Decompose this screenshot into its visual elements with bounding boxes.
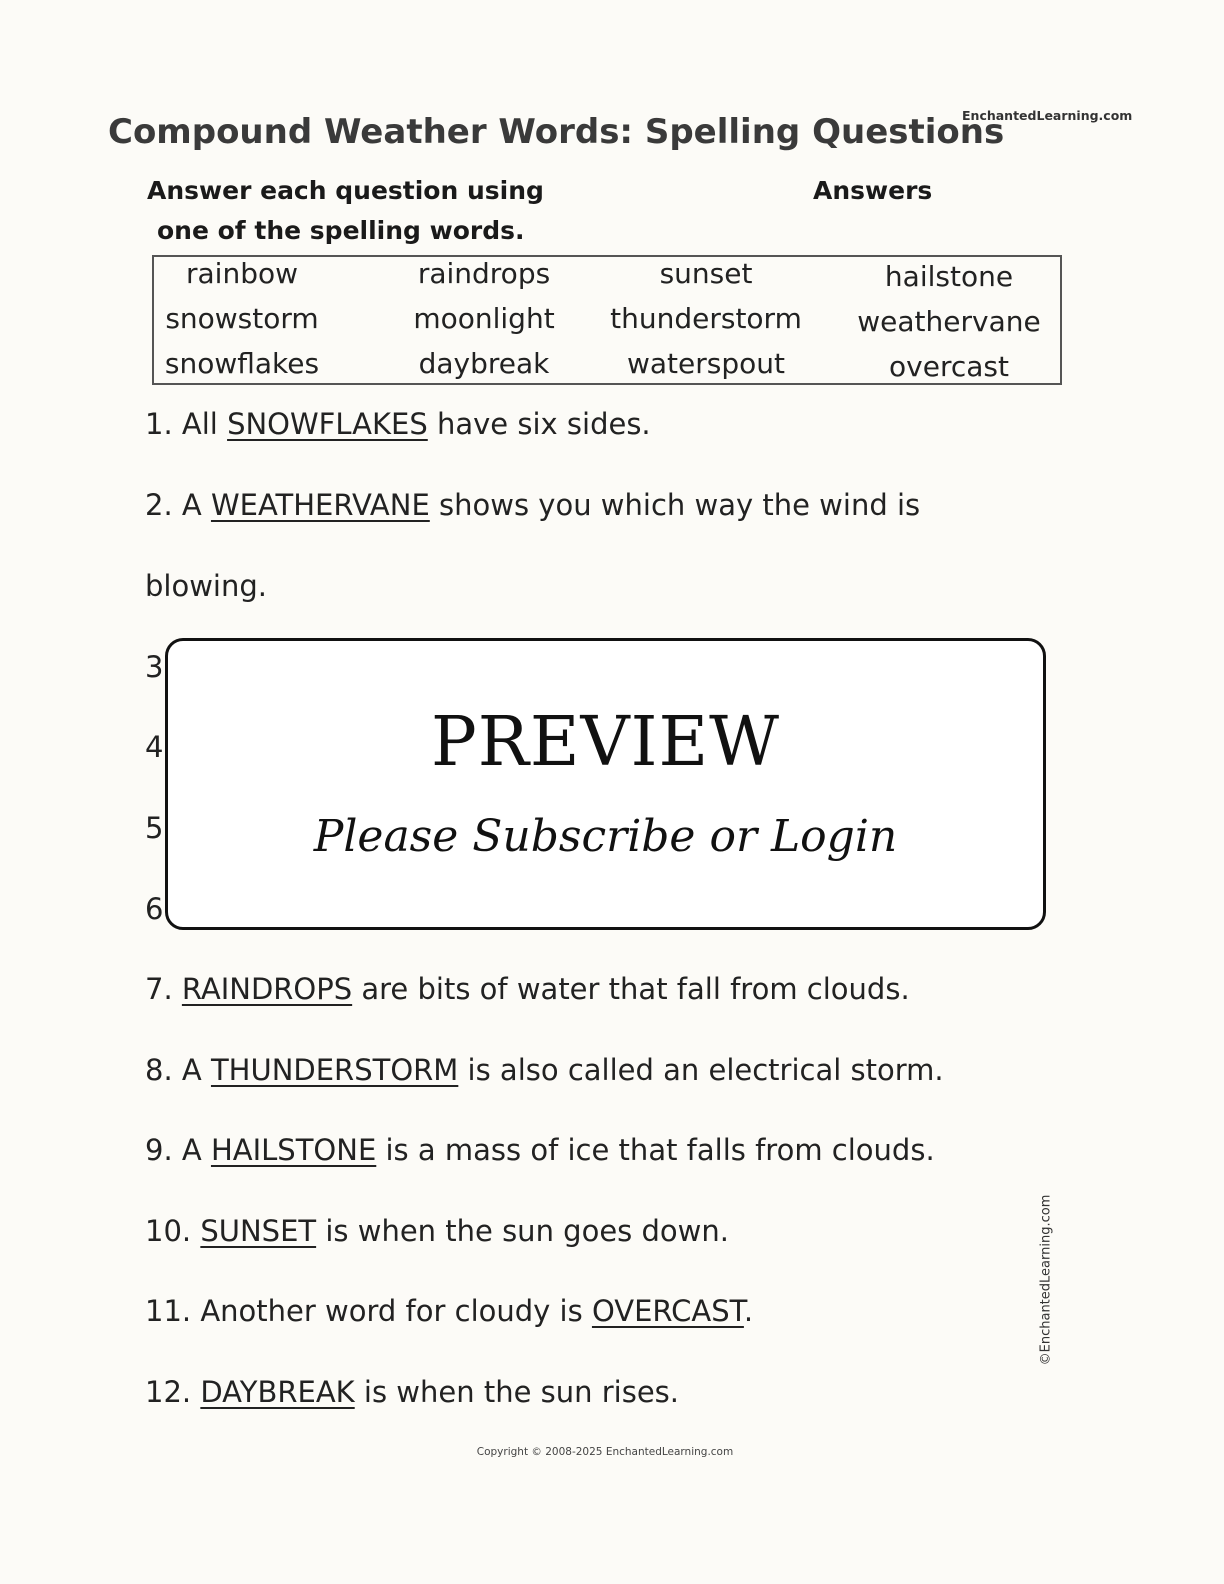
side-copyright: ©EnchantedLearning.com <box>1038 1194 1054 1366</box>
word-bank-word: thunderstorm <box>610 302 802 335</box>
answer-word: RAINDROPS <box>181 972 353 1006</box>
question-text-before: A <box>181 1133 202 1167</box>
question-1 <box>145 407 651 441</box>
subscribe-login-prompt[interactable]: Please Subscribe or Login <box>313 811 898 862</box>
word-bank-word: snowflakes <box>164 347 320 380</box>
question-9 <box>145 1133 935 1167</box>
word-bank-word: moonlight <box>413 302 555 335</box>
word-bank-word: snowstorm <box>165 302 319 335</box>
site-name[interactable]: EnchantedLearning.com <box>962 108 1133 123</box>
word-bank-word: rainbow <box>186 257 298 290</box>
question-8 <box>145 1053 944 1087</box>
word-bank-word: waterspout <box>627 347 785 380</box>
question-number: 10. <box>145 1214 192 1248</box>
question-text-before: All <box>181 407 218 441</box>
answer-word: WEATHERVANE <box>210 488 430 522</box>
footer-copyright: Copyright © 2008-2025 EnchantedLearning.com <box>476 1446 734 1458</box>
hidden-question-number: 6 <box>145 892 164 926</box>
question-text-after: is a mass of ice that falls from clouds. <box>385 1133 935 1167</box>
word-bank-word: raindrops <box>417 257 551 290</box>
answers-label[interactable]: Answers <box>813 176 933 205</box>
word-bank-word: overcast <box>889 350 1009 383</box>
hidden-question-number: 5 <box>145 811 164 845</box>
question-text-after: have six sides. <box>436 407 651 441</box>
hidden-question-number: 3 <box>145 650 164 684</box>
question-text-before: A <box>181 488 202 522</box>
question-text-after: . <box>743 1294 754 1328</box>
instructions-line-1: Answer each question using <box>147 176 544 205</box>
question-2 <box>145 488 920 522</box>
answer-word: SUNSET <box>200 1214 317 1248</box>
answer-word: SNOWFLAKES <box>227 407 428 441</box>
question-text-after: is when the sun rises. <box>363 1375 679 1409</box>
question-text-after: is also called an electrical storm. <box>467 1053 944 1087</box>
word-bank-word: weathervane <box>857 305 1041 338</box>
preview-overlay[interactable] <box>165 638 1046 930</box>
answer-word: OVERCAST <box>591 1294 744 1328</box>
preview-title: PREVIEW <box>430 703 781 782</box>
question-2-continuation: blowing. <box>145 569 267 603</box>
answer-word: DAYBREAK <box>200 1375 355 1409</box>
question-number: 9. <box>145 1133 173 1167</box>
page-title: Compound Weather Words: Spelling Questions <box>108 112 1005 152</box>
word-bank-word: daybreak <box>418 347 550 380</box>
word-bank <box>152 255 1062 385</box>
question-11 <box>145 1294 753 1328</box>
question-10 <box>145 1214 729 1248</box>
answer-word: HAILSTONE <box>210 1133 377 1167</box>
question-text-before: Another word for cloudy is <box>200 1294 583 1328</box>
word-bank-word: sunset <box>659 257 753 290</box>
question-number: 11. <box>145 1294 192 1328</box>
instructions-line-2: one of the spelling words. <box>157 216 525 245</box>
question-text-after: is when the sun goes down. <box>325 1214 729 1248</box>
question-number: 8. <box>145 1053 173 1087</box>
question-text-after: are bits of water that fall from clouds. <box>361 972 910 1006</box>
question-12 <box>145 1375 679 1409</box>
question-number: 7. <box>145 972 173 1006</box>
word-bank-word: hailstone <box>884 260 1014 293</box>
question-number: 12. <box>145 1375 192 1409</box>
question-text-after: shows you which way the wind is <box>439 488 921 522</box>
question-7 <box>145 972 910 1006</box>
answer-word: THUNDERSTORM <box>210 1053 459 1087</box>
question-text-before: A <box>181 1053 202 1087</box>
hidden-question-number: 4 <box>145 730 164 764</box>
question-number: 1. <box>145 407 173 441</box>
question-number: 2. <box>145 488 173 522</box>
